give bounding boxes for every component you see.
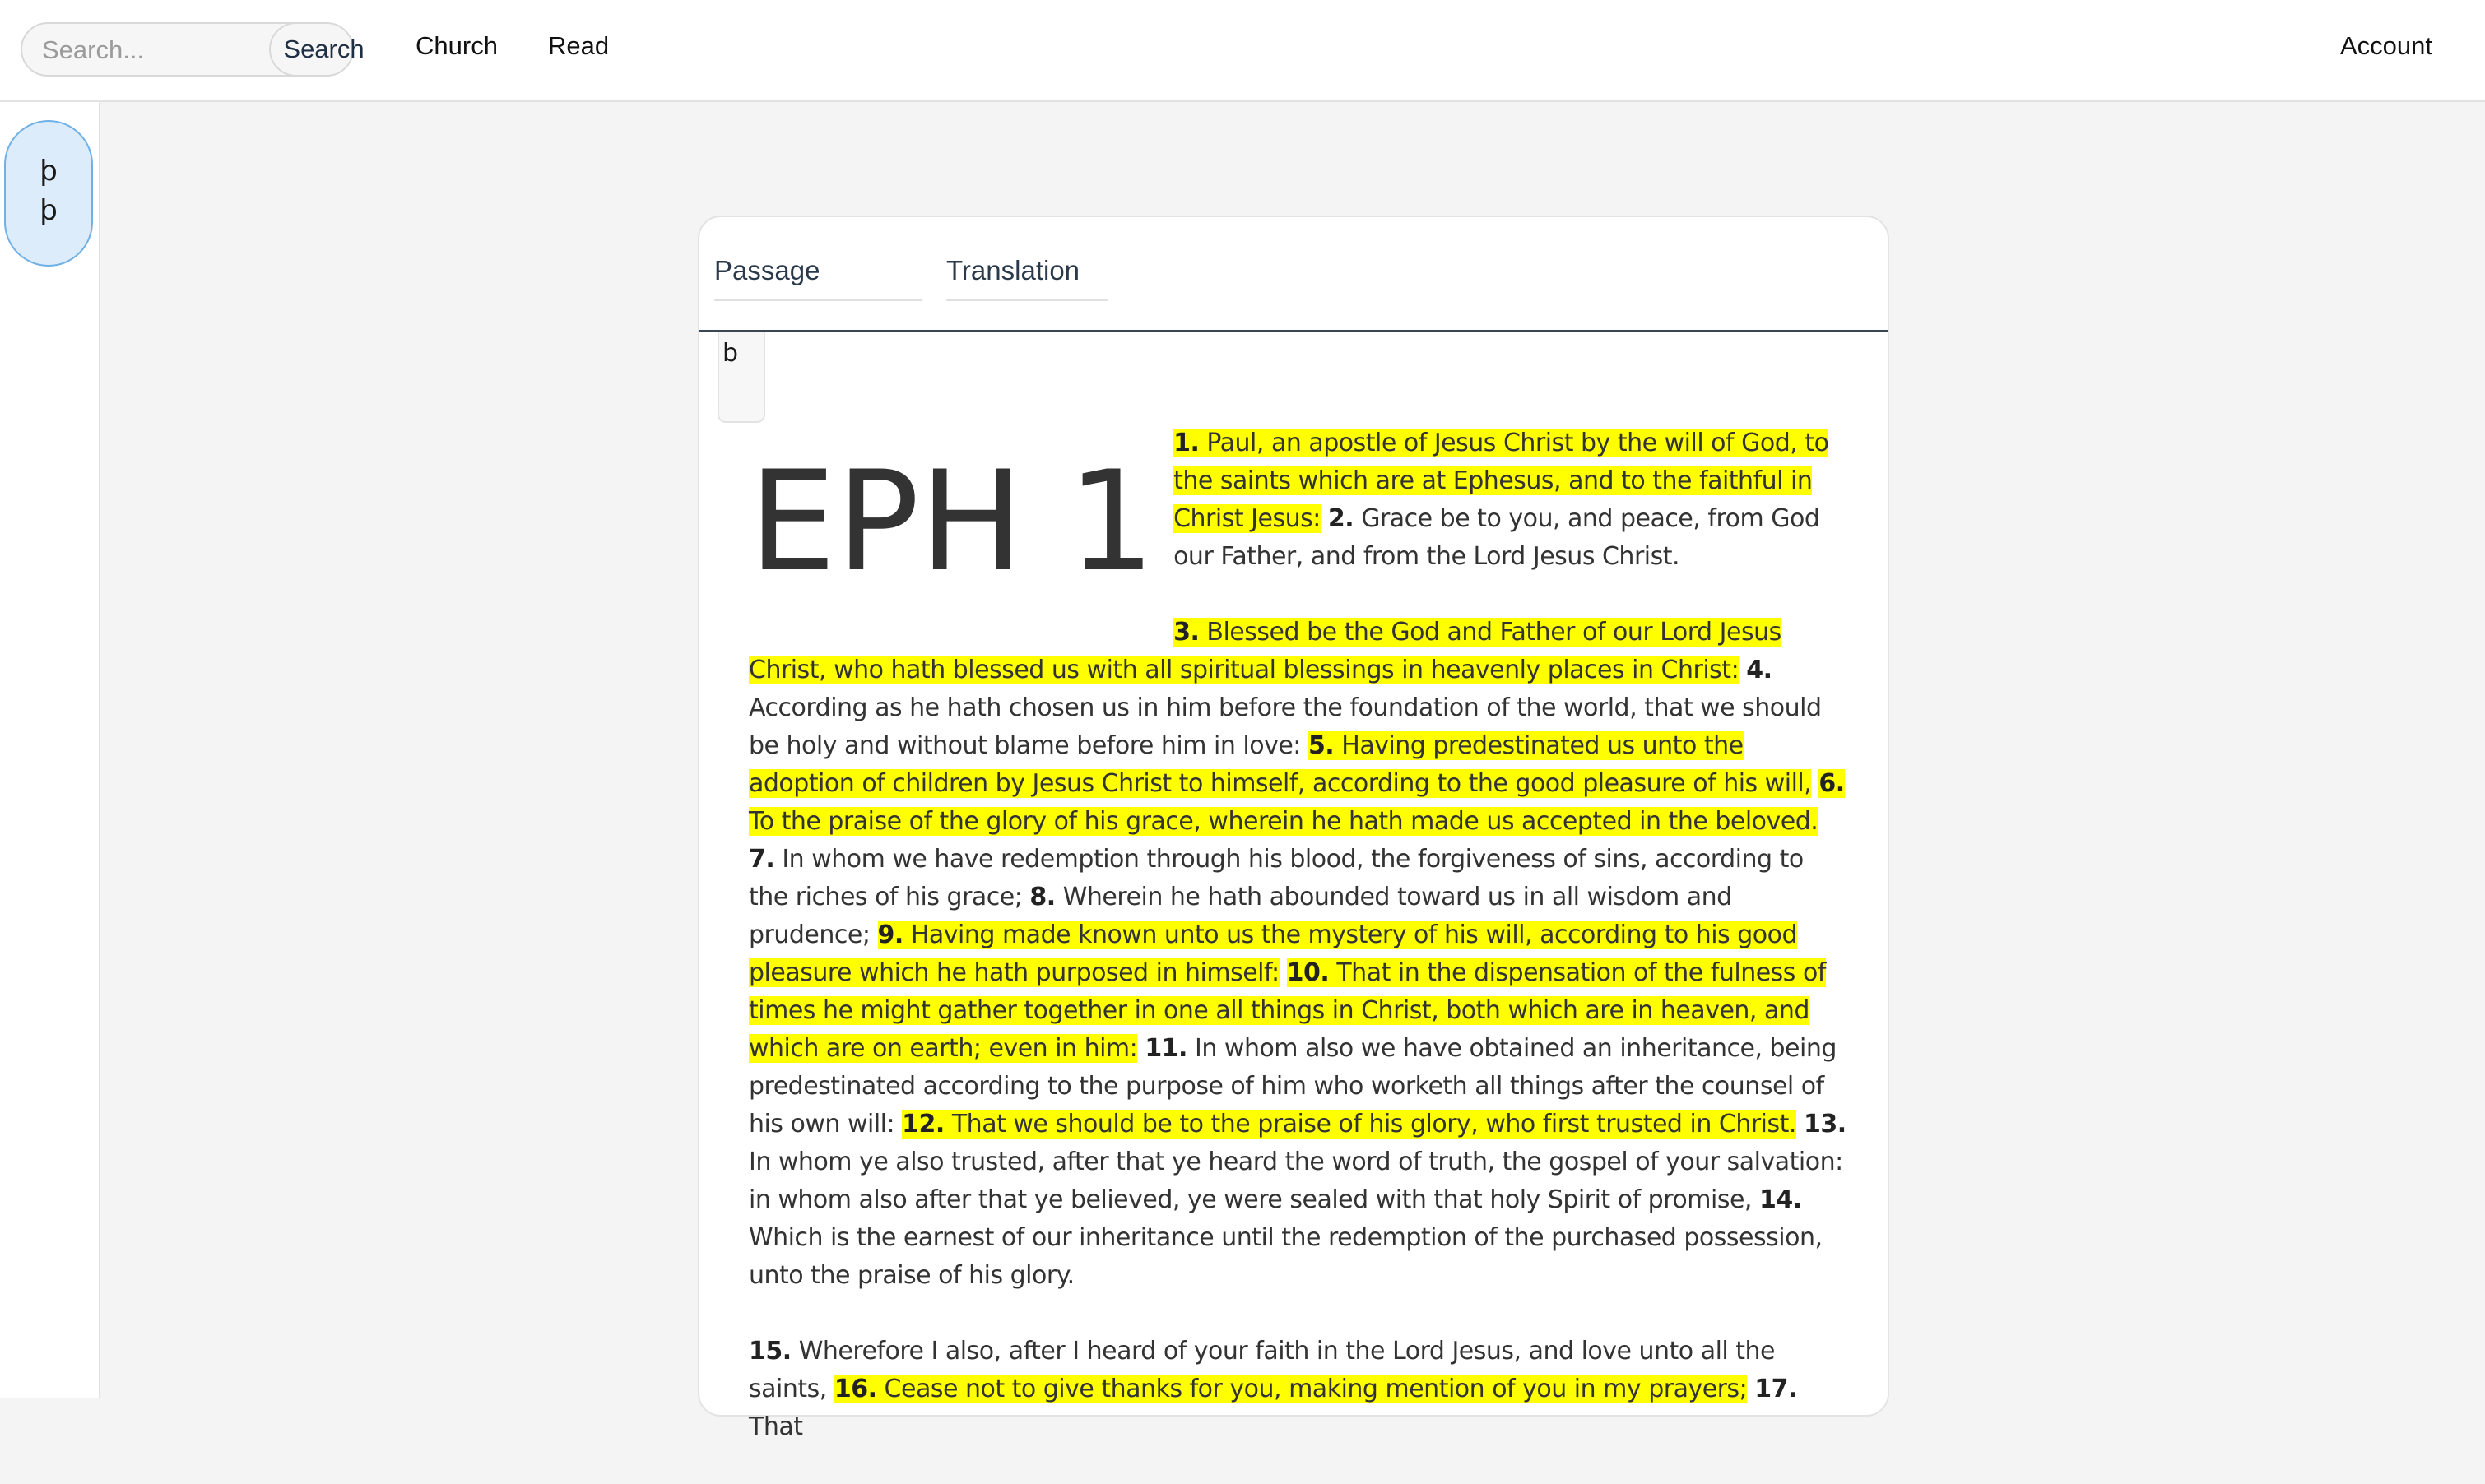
verse-text: That	[749, 1412, 803, 1441]
verse-number: 12.	[902, 1110, 945, 1139]
verse-text: Having predestinated us unto the adoption of children by Jesus Christ to himself, according to the good pleasure of his will,	[749, 731, 1812, 798]
verse-number: 11.	[1145, 1034, 1187, 1063]
verse-number: 10.	[1286, 958, 1330, 987]
tab-translation[interactable]: Translation	[946, 255, 1108, 301]
reader-card	[698, 216, 1889, 1441]
verse-text: Wherein he hath abounded toward us in all wisdom and prudence;	[749, 883, 1732, 949]
verse-number: 16.	[834, 1375, 877, 1403]
verse-number: 6.	[1818, 769, 1845, 798]
verse-number: 1.	[1173, 429, 1200, 457]
verse-number: 8.	[1029, 883, 1056, 911]
verse-number: 9.	[877, 921, 903, 949]
chapter-heading: EPH 1	[749, 441, 1156, 602]
passage-paragraph	[749, 614, 1846, 1295]
verse-text: That we should be to the praise of his glory, who first trusted in Christ.	[944, 1110, 1796, 1139]
verse-text: In whom also we have obtained an inheritance, being predestinated according to the purpose of him who worketh all things after the counsel of his own will:	[749, 1034, 1837, 1139]
verse-text: Which is the earnest of our inheritance until the redemption of the purchased possession, unto the praise of his glory.	[749, 1223, 1823, 1290]
verse-text: To the praise of the glory of his grace, wherein he hath made us accepted in the beloved.	[749, 807, 1818, 836]
verse-text: In whom ye also trusted, after that ye heard the word of truth, the gospel of your salvation: in whom also after that ye believed, ye were sealed with that holy Spirit of promise,	[749, 1148, 1843, 1214]
search-input[interactable]	[40, 30, 274, 70]
verse-number: 13.	[1804, 1110, 1846, 1139]
nav-church-link[interactable]: Church	[416, 31, 498, 60]
nav-account-link[interactable]: Account	[2340, 31, 2433, 60]
sidebar	[0, 102, 100, 1398]
verse-text: Blessed be the God and Father of our Lord Jesus Christ, who hath blessed us with all spiritual blessings in heavenly places in Christ:	[749, 618, 1781, 684]
verse-number: 2.	[1327, 504, 1354, 533]
verse-text: Cease not to give thanks for you, making mention of you in my prayers;	[876, 1375, 1748, 1403]
verse-number: 15.	[749, 1337, 792, 1366]
verse-text: According as he hath chosen us in him before the foundation of the world, that we should be holy and without blame before him in love:	[749, 693, 1822, 760]
reader-tabs	[699, 217, 1888, 332]
verse-number: 4.	[1746, 656, 1772, 684]
top-bar	[0, 0, 2485, 102]
verse-text: That in the dispensation of the fulness of times he might gather together in one all things in Christ, both which are in heaven, and which are on earth; even in him:	[749, 958, 1826, 1063]
nav-read-link[interactable]: Read	[548, 31, 610, 60]
passage-text	[749, 424, 1846, 1484]
verse[interactable]	[902, 1110, 1796, 1139]
verse-number: 5.	[1308, 731, 1335, 760]
passage-paragraph	[749, 1333, 1846, 1446]
verse-text: In whom we have redemption through his blood, the forgiveness of sins, according to the riches of his grace;	[749, 845, 1804, 911]
search-button[interactable]: Search	[269, 22, 354, 77]
verse[interactable]	[834, 1375, 1747, 1403]
verse-text: Wherefore I also, after I heard of your faith in the Lord Jesus, and love unto all the saints,	[749, 1337, 1776, 1403]
verse-number: 14.	[1758, 1185, 1802, 1214]
verse-number: 17.	[1754, 1375, 1797, 1403]
verse[interactable]	[749, 618, 1781, 684]
verse-number: 3.	[1173, 618, 1200, 647]
search-box	[21, 22, 365, 77]
sidebar-toggle-button[interactable]	[4, 120, 93, 267]
text-style-button[interactable]: b	[718, 332, 765, 423]
verse-text: Having made known unto us the mystery of his will, according to his good pleasure which he hath purposed in himself:	[749, 921, 1798, 987]
thorn-icon: þ	[39, 155, 58, 188]
verse-number: 7.	[749, 845, 775, 874]
thorn-icon: þ	[39, 194, 58, 227]
tab-passage[interactable]: Passage	[714, 255, 922, 301]
verse-text: Grace be to you, and peace, from God our Father, and from the Lord Jesus Christ.	[1173, 504, 1820, 571]
verse-text: Paul, an apostle of Jesus Christ by the will of God, to the saints which are at Ephesus, and to the faithful in Christ Jesus:	[1173, 429, 1829, 533]
